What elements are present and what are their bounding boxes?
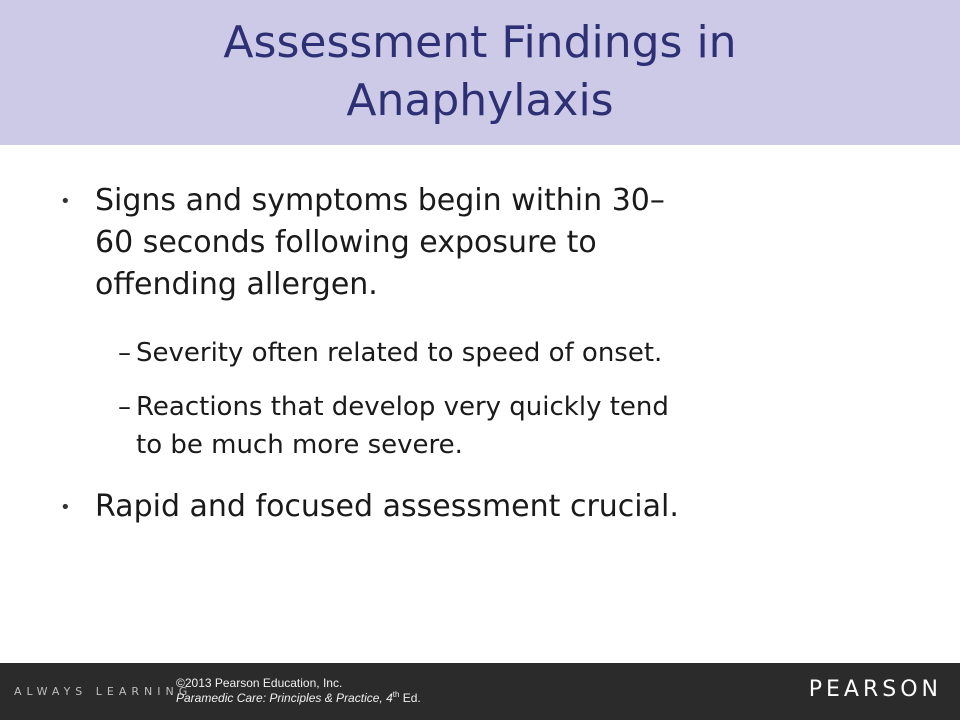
footer-bar: [0, 663, 960, 720]
slide-title-line-2: Anaphylaxis: [346, 75, 614, 126]
sub-bullet-2-line-2: to be much more severe.: [136, 430, 463, 460]
bullet-1-line-1: Signs and symptoms begin within 30–: [95, 183, 665, 218]
bullet-glyph: •: [60, 497, 71, 518]
pearson-logo: PEARSON: [808, 677, 942, 702]
dash-glyph: –: [118, 338, 131, 368]
sub-bullet-2-text: [136, 388, 916, 464]
edition-superscript: th: [392, 690, 400, 699]
bullet-1-line-3: offending allergen.: [95, 267, 378, 302]
sub-bullet-2-line-1: Reactions that develop very quickly tend: [136, 392, 669, 422]
bullet-glyph: •: [60, 191, 71, 212]
dash-glyph: –: [118, 392, 131, 422]
book-edition-suffix: Ed.: [399, 691, 421, 705]
copyright-notice: [176, 676, 421, 706]
book-title-prefix: Paramedic Care: Principles & Practice, 4: [176, 691, 393, 705]
copyright-line: ©2013 Pearson Education, Inc.: [176, 676, 343, 690]
bullet-1-text: [95, 180, 895, 306]
sub-bullet-1-line-1: Severity often related to speed of onset.: [136, 338, 663, 368]
bullet-2-text: [95, 486, 895, 528]
bullet-1-line-2: 60 seconds following exposure to: [95, 225, 597, 260]
sub-bullet-1-text: [136, 334, 916, 372]
slide-title-line-1: Assessment Findings in: [223, 17, 737, 68]
bullet-2-line-1: Rapid and focused assessment crucial.: [95, 489, 679, 524]
always-learning-tagline: ALWAYS LEARNING: [14, 685, 193, 698]
